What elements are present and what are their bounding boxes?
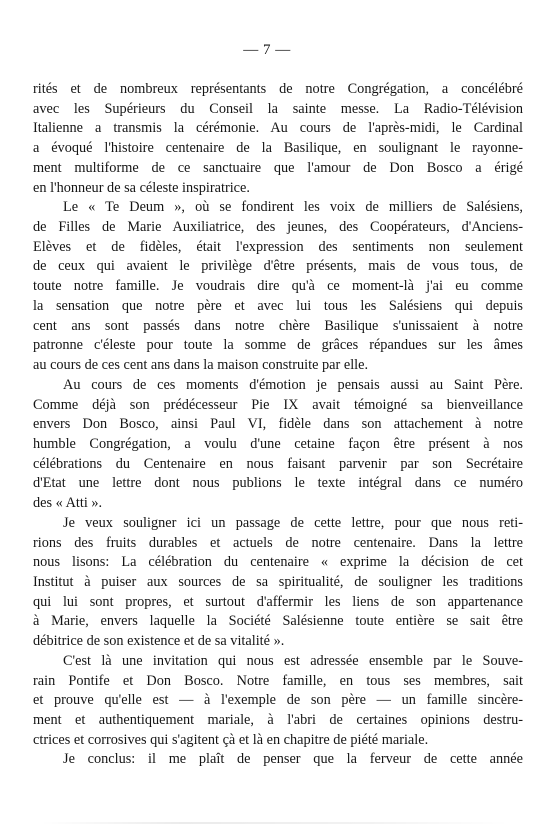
text-line: Au cours de ces moments d'émotion je pensais aussi au Saint Père.	[63, 376, 523, 393]
text-line: rions des fruits durables et actuels de notre centenaire. Dans la lettre	[33, 534, 523, 551]
text-line: en l'honneur de sa céleste inspiratrice.	[33, 179, 250, 196]
text-line: de ceux qui avaient le privilège d'être présents, mais de vous tous, de	[33, 258, 523, 275]
text-line: avec les Supérieurs du Conseil la sainte messe. La Radio-Télévision	[33, 100, 523, 117]
text-line: ctrices et corrosives qui s'agitent çà et là en chapitre de piété mariale.	[33, 731, 429, 748]
text-line: Institut à puiser aux sources de sa spiritualité, de souligner les traditions	[33, 573, 523, 590]
paragraph	[33, 652, 523, 751]
paragraph	[33, 198, 523, 375]
text-line: nous lisons: La célébration du centenaire « exprime la décision de cet	[33, 554, 523, 571]
text-line: Elèves et de fidèles, était l'expression des sentiments non seulement	[33, 238, 523, 255]
text-line: la sensation que notre père et avec lui tous les Salésiens qui depuis	[33, 297, 523, 314]
text-line: ment multiforme de ce sanctuaire que l'amour de Don Bosco a érigé	[33, 159, 523, 176]
paragraph	[33, 376, 523, 514]
text-line: des « Atti ».	[33, 495, 103, 512]
text-line: Comme déjà son prédécesseur Pie IX avait témoigné sa bienveillance	[33, 396, 523, 413]
page-number: — 7 —	[243, 42, 291, 58]
text-line: célébrations du Centenaire en nous faisant parvenir par son Secrétaire	[33, 455, 523, 472]
body-text	[33, 80, 523, 770]
paragraph	[33, 514, 523, 652]
text-line: au cours de ces cent ans dans la maison construite par elle.	[33, 357, 369, 374]
text-line: cent ans sont passés dans notre chère Basilique s'unissaient à notre	[33, 317, 523, 334]
text-line: envers Don Bosco, ainsi Paul VI, fidèle dans son attachement à notre	[33, 416, 523, 433]
text-line: Je conclus: il me plaît de penser que la ferveur de cette année	[63, 751, 523, 768]
scan-edge-shadow	[40, 822, 510, 824]
text-line: à Marie, envers laquelle la Société Salésienne toute entière se sait être	[33, 613, 523, 630]
text-line: a évoqué l'histoire centenaire de la Basilique, en soulignant le rayonne-	[33, 140, 523, 157]
text-line: toute notre famille. Je voudrais dire qu'à ce moment-là j'ai eu comme	[33, 278, 523, 295]
paragraph	[33, 80, 523, 198]
text-line: rités et de nombreux représentants de notre Congrégation, a concélébré	[33, 81, 523, 97]
text-line: C'est là une invitation qui nous est adressée ensemble par le Souve-	[63, 652, 523, 669]
text-line: et prouve qu'elle est — à l'exemple de son père — un famille sincère-	[33, 692, 523, 709]
paragraph	[33, 750, 523, 770]
text-line: patronne c'éleste pour toute la somme de grâces répandues sur les âmes	[33, 337, 523, 354]
text-line: de Filles de Marie Auxiliatrice, des jeunes, des Coopérateurs, d'Anciens-	[33, 219, 523, 236]
text-line: qui lui sont propres, et surtout d'affermir les liens de son appartenance	[33, 593, 523, 610]
text-line: Je veux souligner ici un passage de cette lettre, pour que nous reti-	[63, 514, 523, 531]
text-line: Italienne a transmis la cérémonie. Au cours de l'après-midi, le Cardinal	[33, 120, 523, 137]
text-line: Le « Te Deum », où se fondirent les voix de milliers de Salésiens,	[63, 199, 523, 216]
text-line: ment et authentiquement mariale, à l'abri de certaines opinions destru-	[33, 712, 523, 728]
text-line: rain Pontife et Don Bosco. Notre famille, en tous ses membres, sait	[33, 672, 523, 689]
text-line: d'Etat une lettre dont nous publions le texte intégral dans ce numéro	[33, 475, 523, 492]
text-line: débitrice de son existence et de sa vitalité ».	[33, 633, 285, 650]
text-line: humble Congrégation, a voulu d'une cetaine façon être présent à nos	[33, 435, 523, 452]
